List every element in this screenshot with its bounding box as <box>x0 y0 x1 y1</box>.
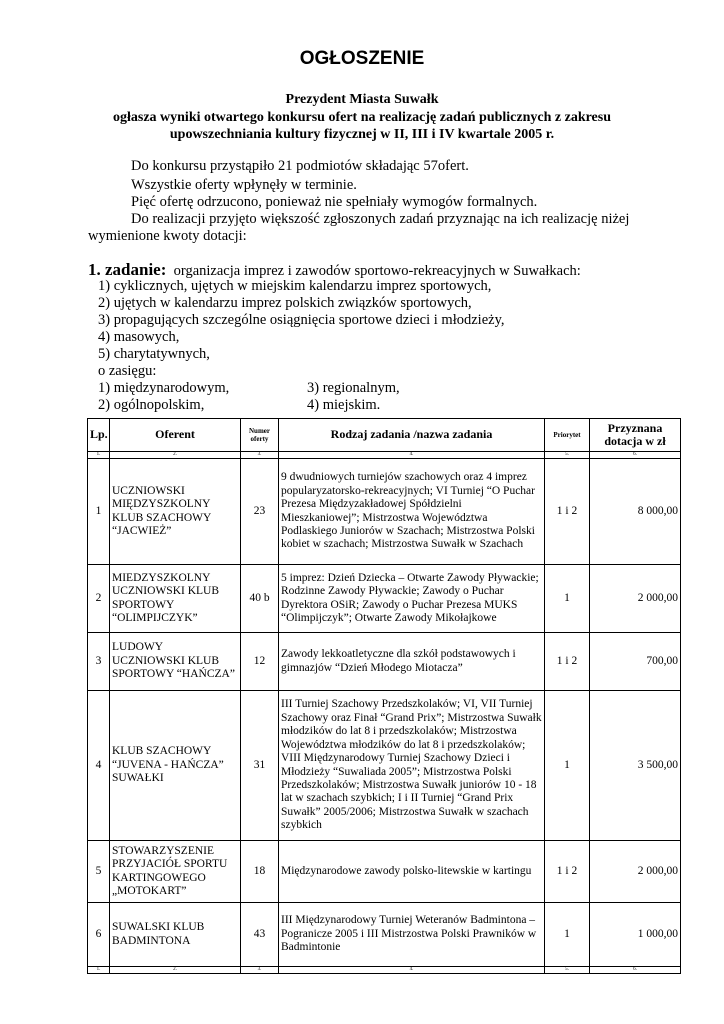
cell-dotacja: 2 000,00 <box>590 841 681 903</box>
intro-line-1: Do konkursu przystąpiło 21 podmiotów składając 57ofert. <box>131 158 469 174</box>
scope-label: o zasięgu: <box>98 363 157 379</box>
cell-lp: 4 <box>88 691 110 841</box>
cell-lp: 6 <box>88 903 110 967</box>
column-number: 3. <box>241 452 279 459</box>
task-item: 4) masowych, <box>98 329 180 345</box>
task-item: 2) ujętych w kalendarzu imprez polskich związków sportowych, <box>98 295 472 311</box>
cell-rodzaj: 5 imprez: Dzień Dziecka – Otwarte Zawody Pływackie; Rodzinne Zawody Pływackie; Zawody o Puchar Dyrektora OSiR; Zawody o Puchar Prezesa MUKS “Olimpijczyk”; Otwarte Zawody Mikołajkowe <box>279 565 545 633</box>
task-item: 3) propagujących szczególne osiągnięcia sportowe dzieci i młodzieży, <box>98 312 505 328</box>
cell-dotacja: 2 000,00 <box>590 565 681 633</box>
cell-numer: 40 b <box>241 565 279 633</box>
task-label: 1. zadanie: <box>88 260 167 279</box>
column-number: 1. <box>88 452 110 459</box>
issuer-line: Prezydent Miasta Suwałk <box>285 92 439 107</box>
task-description: organizacja imprez i zawodów sportowo-rekreacyjnych w Suwałkach: <box>173 263 581 279</box>
scope-item: 4) miejskim. <box>307 397 381 413</box>
column-number: 5. <box>545 452 590 459</box>
scope-item: 3) regionalnym, <box>307 380 400 396</box>
cell-oferent: STOWARZYSZENIE PRZYJACIÓŁ SPORTU KARTINGOWEGO „MOTOKART” <box>110 841 241 903</box>
cell-priorytet: 1 <box>545 565 590 633</box>
header-rodzaj: Rodzaj zadania /nazwa zadania <box>279 419 545 452</box>
cell-rodzaj: III Międzynarodowy Turniej Weteranów Badmintona – Pogranicze 2005 i III Mistrzostwa Polski Prawników w Badmintonie <box>279 903 545 967</box>
column-number: 3. <box>241 967 279 974</box>
cell-priorytet: 1 i 2 <box>545 459 590 565</box>
cell-priorytet: 1 i 2 <box>545 841 590 903</box>
cell-dotacja: 700,00 <box>590 633 681 691</box>
cell-lp: 2 <box>88 565 110 633</box>
cell-rodzaj: Międzynarodowe zawody polsko-litewskie w kartingu <box>279 841 545 903</box>
cell-oferent: UCZNIOWSKI MIĘDZYSZKOLNY KLUB SZACHOWY “JACWIEŻ” <box>110 459 241 565</box>
cell-oferent: SUWALSKI KLUB BADMINTONA <box>110 903 241 967</box>
subtitle-line-1: ogłasza wyniki otwartego konkursu ofert na realizację zadań publicznych z zakresu <box>112 110 612 125</box>
cell-oferent: MIEDZYSZKOLNY UCZNIOWSKI KLUB SPORTOWY “OLIMPIJCZYK” <box>110 565 241 633</box>
header-dotacja: Przyznana dotacja w zł <box>590 419 681 452</box>
cell-dotacja: 3 500,00 <box>590 691 681 841</box>
intro-line-3: Pięć ofertę odrzucono, ponieważ nie spełniały wymogów formalnych. <box>131 194 538 210</box>
header-priorytet: Priorytet <box>545 419 590 452</box>
cell-priorytet: 1 <box>545 903 590 967</box>
intro-line-2: Wszystkie oferty wpłynęły w terminie. <box>131 177 357 193</box>
table-row <box>88 565 681 633</box>
task-heading <box>88 260 581 280</box>
cell-oferent: LUDOWY UCZNIOWSKI KLUB SPORTOWY “HAŃCZA” <box>110 633 241 691</box>
cell-lp: 1 <box>88 459 110 565</box>
column-number: 1. <box>88 967 110 974</box>
cell-lp: 3 <box>88 633 110 691</box>
cell-rodzaj: Zawody lekkoatletyczne dla szkół podstawowych i gimnazjów “Dzień Młodego Miotacza” <box>279 633 545 691</box>
table-row <box>88 903 681 967</box>
cell-priorytet: 1 i 2 <box>545 633 590 691</box>
column-number: 2. <box>110 452 241 459</box>
cell-numer: 43 <box>241 903 279 967</box>
cell-dotacja: 8 000,00 <box>590 459 681 565</box>
table-row <box>88 459 681 565</box>
header-oferent: Oferent <box>110 419 241 452</box>
cell-lp: 5 <box>88 841 110 903</box>
cell-rodzaj: 9 dwudniowych turniejów szachowych oraz 4 imprez popularyzatorsko-rekreacyjnych; VI Turniej “O Puchar Prezesa Międzyzakładowej Spółdzielni Mieszkaniowej”; Mistrzostwa Województwa Podlaskiego Juniorów w Szachach; Mistrzostwa Polski kobiet w szachach; Mistrzostwa Suwałk w Szachach <box>279 459 545 565</box>
table-row <box>88 691 681 841</box>
table-header-row <box>88 419 681 452</box>
header-lp: Lp. <box>88 419 110 452</box>
column-number: 4. <box>279 967 545 974</box>
task-item: 1) cyklicznych, ujętych w miejskim kalendarzu imprez sportowych, <box>98 278 492 294</box>
intro-line-5: wymienione kwoty dotacji: <box>88 228 247 244</box>
cell-oferent: KLUB SZACHOWY “JUVENA - HAŃCZA” SUWAŁKI <box>110 691 241 841</box>
document-title: OGŁOSZENIE <box>299 48 425 69</box>
scope-item: 1) międzynarodowym, <box>98 380 230 396</box>
cell-numer: 23 <box>241 459 279 565</box>
cell-numer: 12 <box>241 633 279 691</box>
cell-numer: 31 <box>241 691 279 841</box>
column-number: 6. <box>590 967 681 974</box>
header-numer: Numer oferty <box>241 419 279 452</box>
scope-item: 2) ogólnopolskim, <box>98 397 205 413</box>
column-number: 4. <box>279 452 545 459</box>
grants-table <box>87 418 681 974</box>
column-number: 2. <box>110 967 241 974</box>
task-item: 5) charytatywnych, <box>98 346 210 362</box>
cell-numer: 18 <box>241 841 279 903</box>
column-number: 5. <box>545 967 590 974</box>
subtitle-line-2: upowszechniania kultury fizycznej w II, III i IV kwartale 2005 r. <box>169 127 555 142</box>
cell-priorytet: 1 <box>545 691 590 841</box>
table-row <box>88 633 681 691</box>
column-number: 6. <box>590 452 681 459</box>
column-number-row <box>88 967 681 974</box>
column-number-row <box>88 452 681 459</box>
table-row <box>88 841 681 903</box>
intro-line-4: Do realizacji przyjęto większość zgłoszonych zadań przyznając na ich realizację niżej <box>131 211 630 227</box>
cell-rodzaj: III Turniej Szachowy Przedszkolaków; VI, VII Turniej Szachowy oraz Finał “Grand Prix”; Mistrzostwa Suwałk młodzików do lat 8 i przedszkolaków; Mistrzostwa Województwa młodzików do lat 8 i przedszkolaków; VIII Międzynarodowy Turniej Szachowy Dzieci i Młodzieży “Suwaliada 2005”; Mistrzostwa Polski Przedszkolaków; Mistrzostwa Suwałk juniorów 10 - 18 lat w szachach szybkich; I i II Turniej “Grand Prix Suwałk” 2005/2006; Mistrzostwa Suwałk w szachach szybkich <box>279 691 545 841</box>
cell-dotacja: 1 000,00 <box>590 903 681 967</box>
